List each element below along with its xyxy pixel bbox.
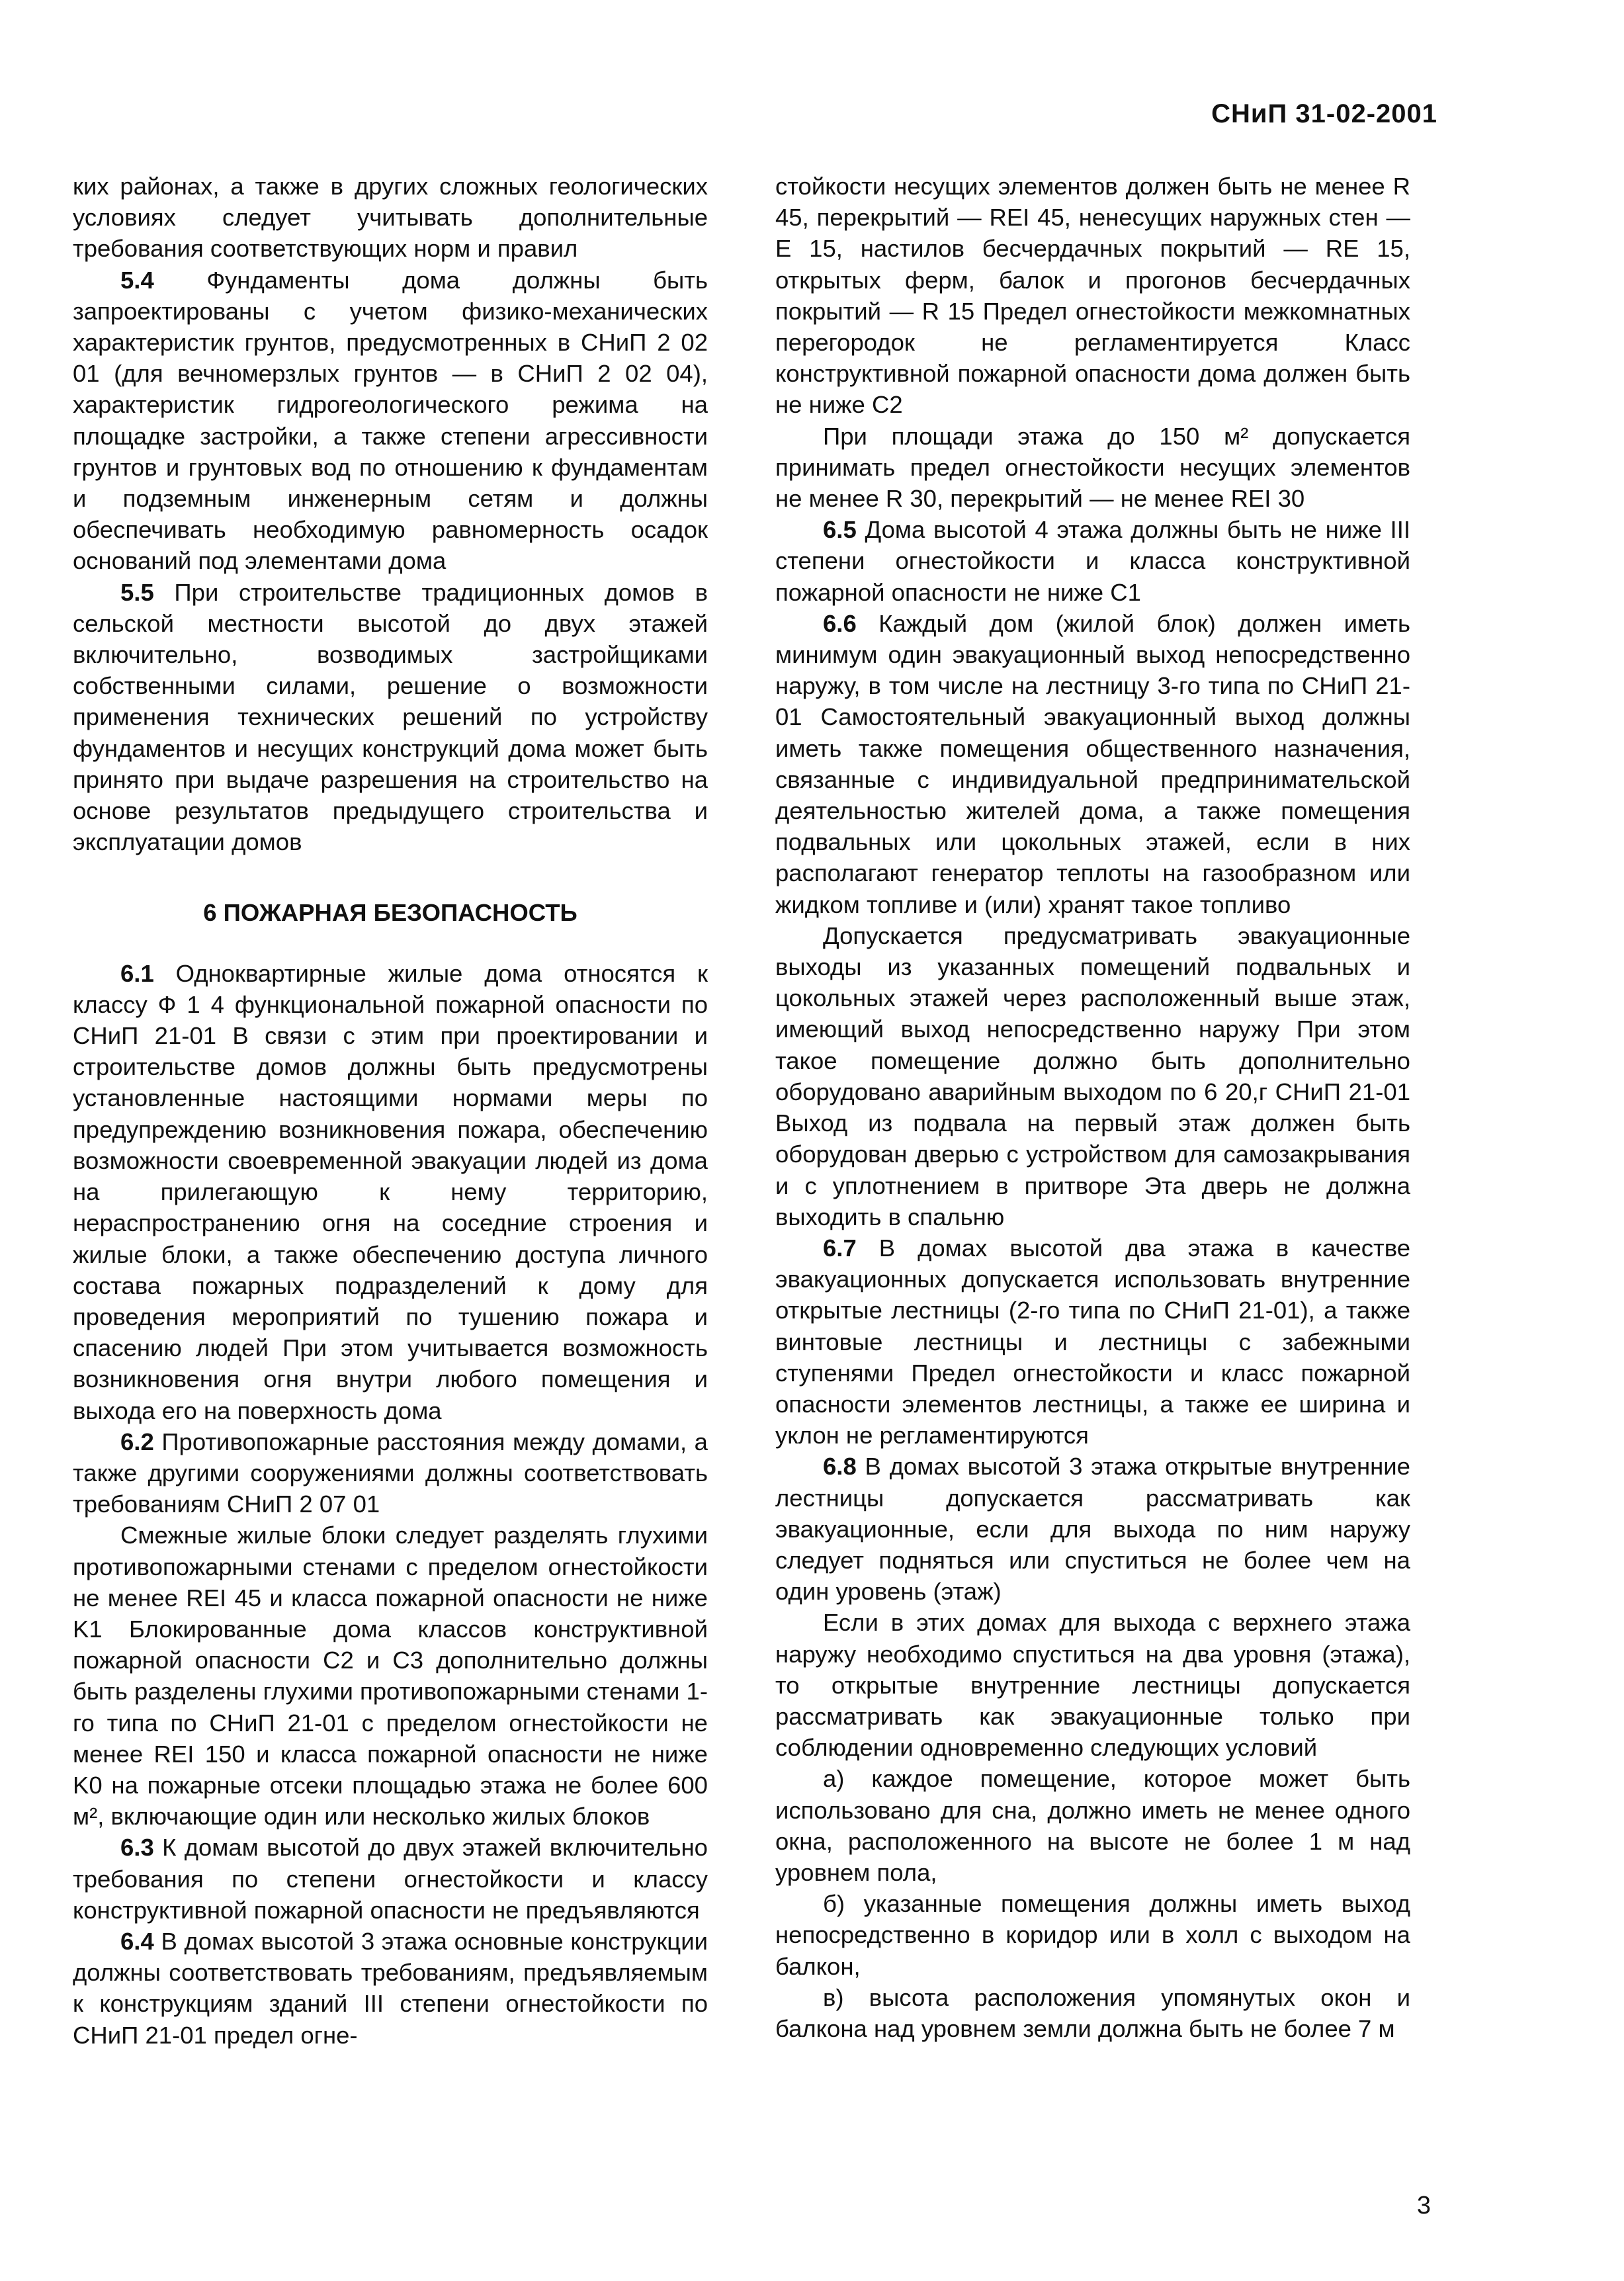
paragraph-floor-area: При площади этажа до 150 м² допускается принимать предел огнестойкости несущих элементов не менее R 30, перекрытий — не менее REI 30 xyxy=(775,422,1410,513)
clause-number: 5.4 xyxy=(120,266,154,294)
clause-number: 6.8 xyxy=(823,1453,857,1481)
clause-text: В домах высотой два этажа в качестве эвакуационных допускается использовать внутренние открытые лестницы (2-го типа по СНиП 21-01), а также винтовые лестницы и лестницы с забежными ступенями Предел огнестойкости и класс пожарной опасности элементов лестницы, а также ее ширина и уклон не регламентируются xyxy=(775,1234,1410,1449)
clause-text: Каждый дом (жилой блок) должен иметь минимум один эвакуационный выход непосредственно наружу, в том числе на лестницу 3-го типа по СНиП 21-01 Самостоятельный эвакуационный выход должны иметь также помещения общественного назначения, связанные с индивидуальной предпринимательской деятельностью жителей дома, а также помещения подвальных или цокольных этажей, если в них располагают генератор теплоты на газообразном или жидком топливе и (или) хранят такое топливо xyxy=(775,609,1410,918)
list-item-c: в) высота расположения упомянутых окон и балкона над уровнем земли должна быть не более 7 м xyxy=(775,1983,1410,2042)
paragraph-6-3 xyxy=(73,1832,708,1926)
clause-number: 5.5 xyxy=(120,578,154,606)
clause-text: Фундаменты дома должны быть запроектированы с учетом физико-механических характеристик грунтов, предусмотренных в СНиП 2 02 01 (для вечномерзлых грунтов — в СНиП 2 02 04), характеристик гидрогеологического режима на площадке застройки, а также степени агрессивности грунтов и грунтовых вод по отношению к фундаментам и подземным инженерным сетям и должны обеспечивать необходимую равномерность осадок оснований под элементами дома xyxy=(73,266,708,575)
paragraph-5-5 xyxy=(73,577,708,858)
page-number: 3 xyxy=(1416,2192,1431,2219)
clause-text: При строительстве традиционных домов в сельской местности высотой до двух этажей включительно, возводимых застройщиками собственными силами, решение о возможности применения технических решений по устройству фундаментов и несущих конструкций дома может быть принято при выдаче разрешения на строительство на основе результатов предыдущего строительства и эксплуатации домов xyxy=(73,578,708,856)
clause-text: В домах высотой 3 этажа открытые внутренние лестницы допускается рассматривать как эвакуационные, если для выхода по ним наружу следует подняться или спуститься не более чем на один уровень (этаж) xyxy=(775,1453,1410,1606)
list-item-a: а) каждое помещение, которое может быть использовано для сна, должно иметь не менее одного окна, расположенного на высоте не более 1 м над уровнем пола, xyxy=(775,1765,1410,1886)
paragraph-6-6 xyxy=(775,608,1410,920)
paragraph-continuation: ких районах, а также в других сложных геологических условиях следует учитывать дополнительные требования соответствующих норм и правил xyxy=(73,173,708,263)
paragraph-6-2 xyxy=(73,1426,708,1520)
paragraph-6-5 xyxy=(775,514,1410,608)
left-column xyxy=(73,171,708,2051)
clause-number: 6.4 xyxy=(120,1927,154,1955)
section-title: 6 ПОЖАРНАЯ БЕЗОПАСНОСТЬ xyxy=(203,899,577,927)
clause-text: К домам высотой до двух этажей включительно требования по степени огнестойкости и классу конструктивной пожарной опасности не предъявляются xyxy=(73,1834,708,1924)
clause-number: 6.6 xyxy=(823,609,857,637)
paragraph-6-6-continued: Допускается предусматривать эвакуационные выходы из указанных помещений подвальных и цокольных этажей через расположенный выше этаж, имеющий выход непосредственно наружу При этом такое помещение должно быть дополнительно оборудовано аварийным выходом по 6 20,г СНиП 21-01 Выход из подвала на первый этаж должен быть оборудован дверью с устройством для самозакрывания и с уплотнением в притворе Эта дверь не должна выходить в спальню xyxy=(775,922,1410,1230)
paragraph-5-4 xyxy=(73,265,708,577)
paragraph-6-8-continued: Если в этих домах для выхода с верхнего этажа наружу необходимо спуститься на два уровня (этажа), то открытые внутренние лестницы допускается рассматривать как эвакуационные только при соблюдении одновременно следующих условий xyxy=(775,1609,1410,1762)
paragraph-6-7 xyxy=(775,1232,1410,1451)
clause-text: Противопожарные расстояния между домами, а также другими сооружениями должны соответствовать требованиям СНиП 2 07 01 xyxy=(73,1428,708,1518)
paragraph-continuation: стойкости несущих элементов должен быть не менее R 45, перекрытий — REI 45, ненесущих наружных стен — E 15, настилов бесчердачных покрытий — RE 15, открытых ферм, балок и прогонов бесчердачных покрытий — R 15 Предел огнестойкости межкомнатных перегородок не регламентируется Класс конструктивной пожарной опасности дома должен быть не ниже C2 xyxy=(775,173,1410,419)
clause-number: 6.3 xyxy=(120,1834,154,1862)
clause-number: 6.1 xyxy=(120,959,154,987)
clause-number: 6.5 xyxy=(823,516,857,544)
paragraph-6-2-continued: Смежные жилые блоки следует разделять глухими противопожарными стенами с пределом огнестойкости не менее REI 45 и класса пожарной опасности не ниже K1 Блокированные дома классов конструктивной пожарной опасности C2 и C3 дополнительно должны быть разделены глухими противопожарными стенами 1-го типа по СНиП 21-01 с пределом огнестойкости не менее REI 150 и класса пожарной опасности не ниже K0 на пожарные отсеки площадью этажа не более 600 м², включающие один или несколько жилых блоков xyxy=(73,1522,708,1830)
paragraph-6-4 xyxy=(73,1926,708,2051)
document-header: СНиП 31-02-2001 xyxy=(1211,99,1437,128)
clause-number: 6.7 xyxy=(823,1234,857,1262)
clause-number: 6.2 xyxy=(120,1428,154,1455)
clause-text: В домах высотой 3 этажа основные конструкции должны соответствовать требованиям, предъявляемым к конструкциям зданий III степени огнестойкости по СНиП 21-01 предел огне- xyxy=(73,1927,708,2049)
clause-text: Одноквартирные жилые дома относятся к классу Ф 1 4 функциональной пожарной опасности по СНиП 21-01 В связи с этим при проектировании и строительстве домов должны быть предусмотрены установленные настоящими нормами меры по предупреждению возникновения пожара, обеспечению возможности своевременной эвакуации людей из дома на прилегающую к нему территорию, нераспространению огня на соседние строения и жилые блоки, а также обеспечению доступа личного состава пожарных подразделений к дому для проведения мероприятий по тушению пожара и спасению людей При этом учитывается возможность возникновения огня внутри любого помещения и выхода его на поверхность дома xyxy=(73,959,708,1424)
paragraph-6-8 xyxy=(775,1451,1410,1607)
list-item-b: б) указанные помещения должны иметь выход непосредственно в коридор или в холл с выходом на балкон, xyxy=(775,1890,1410,1980)
clause-text: Дома высотой 4 этажа должны быть не ниже III степени огнестойкости и класса конструктивной пожарной опасности не ниже C1 xyxy=(775,516,1410,606)
paragraph-6-1 xyxy=(73,958,708,1426)
right-column xyxy=(775,171,1410,2044)
